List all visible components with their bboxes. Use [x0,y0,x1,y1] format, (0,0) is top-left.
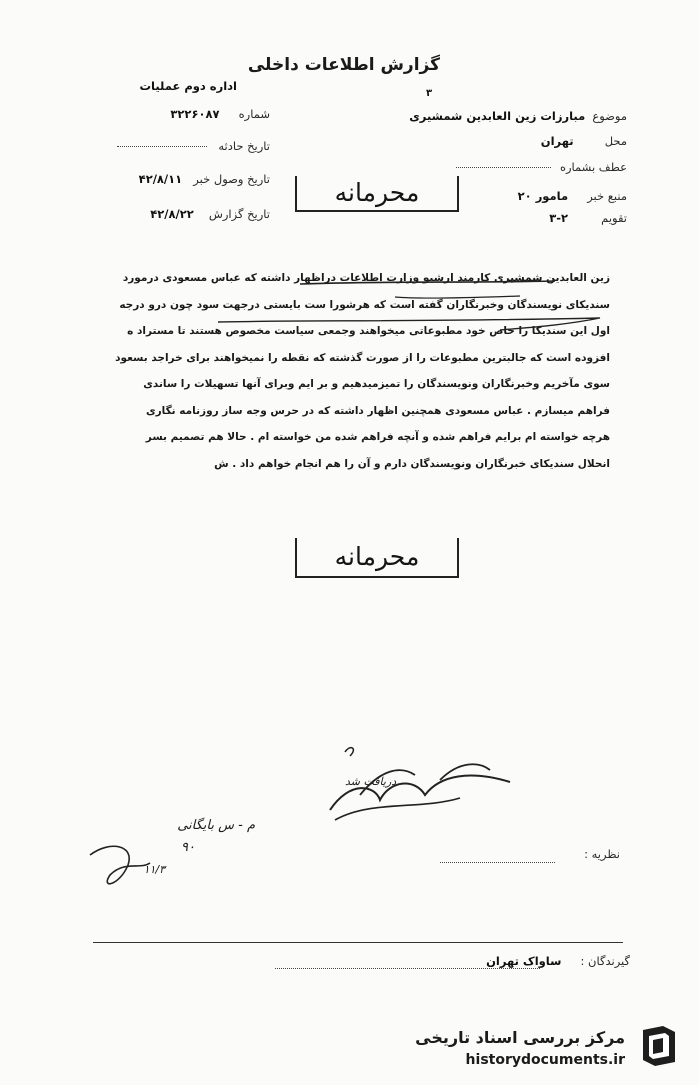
body-line: اول این سندیکا را خاص خود مطبوعاتی میخواهند وجمعی سیاست مخصوص هستند تا مستراد ه [127,325,610,337]
confidential-stamp-bottom: محرمانه [295,538,459,578]
handwritten-scribble [80,835,160,905]
field-report-date-value: ۴۲/۸/۲۲ [150,207,194,221]
field-subject-value: مبارزات زین العابدین شمشیری [409,109,586,123]
opinion-label: نظریه : [584,847,620,861]
body-line: انحلال سندیکای خبرنگاران ونویسندگان دارم و آن را هم انجام خواهم داد . ش [214,457,610,470]
field-received-date-label: تاریخ وصول خبر [193,172,270,186]
watermark-title: مرکز بررسی اسناد تاریخی [415,1028,625,1047]
field-subject-label: موضوع [592,109,627,123]
body-line: هرچه خواسته ام برایم فراهم شده و آنچه فراهم شده من خواسته ام . حالا هم تصمیم بسر [145,431,610,443]
field-number-value: ۳۲۲۶۰۸۷ [170,107,220,121]
recipients-line [275,968,540,969]
body-line: فراهم میسازم . عباس مسعودی همچنین اظهار داشته که در حرس وجه ساز روزنامه نگاری [145,404,610,417]
body-line: زین العابدین شمشیری کارمند ارشیو وزارت اطلاعات دراظهار داشته که عباس مسعودی درمورد [122,272,610,284]
handwritten-note-line: م - س بایگانی [177,818,255,833]
field-calendar-label: تقویم [601,211,627,225]
opinion-line [440,862,555,863]
recipients-label: گیرندگان : [580,954,630,968]
field-incident-date-label: تاریخ حادثه [218,139,270,153]
field-source-label: منبع خبر [587,189,627,203]
confidential-stamp-top: محرمانه [295,176,459,212]
field-calendar-value: ۲-۳ [549,211,569,225]
underline-marks [0,0,699,360]
field-location-label: محل [604,134,627,148]
handwritten-note-line: ۱۱/۳ [143,863,165,876]
recipients-value: ساواک تهران [486,954,562,968]
handwritten-note-line: ۹۰ [181,840,195,855]
field-number-label: شماره [238,107,270,121]
field-reference-label: عطف بشماره [559,160,627,174]
field-source-value: مامور ۲۰ [517,189,569,203]
body-line: سندیکای نویسندگان وخبرنگاران گفته است که هرشورا ست بایستی درجهت سود چون درو درجه [119,298,610,311]
archive-logo-icon [635,1022,683,1070]
body-line: افزوده است که جالبترین مطبوعات را از صورت گذشته که نقطه را نمیخواهند برای خراجد بسعود [115,351,610,364]
department-name: اداره دوم عملیات [139,79,237,93]
signature-note: دریافت شد [345,775,397,788]
body-line: سوی مآخریم وخبرنگاران ونویسندگان را تمیزمیدهیم و بر ایم وبرای آنها تسهیلات را ساندی [143,378,610,390]
header-mark: ۳ [426,88,433,99]
recipients-row [420,950,630,969]
field-location-value: تهران [540,134,574,148]
field-report-date-label: تاریخ گزارش [208,207,270,221]
watermark-url: historydocuments.ir [465,1052,625,1068]
field-received-date-value: ۴۲/۸/۱۱ [138,172,183,186]
footer-divider [93,942,623,943]
report-title: گزارش اطلاعات داخلی [247,55,440,75]
